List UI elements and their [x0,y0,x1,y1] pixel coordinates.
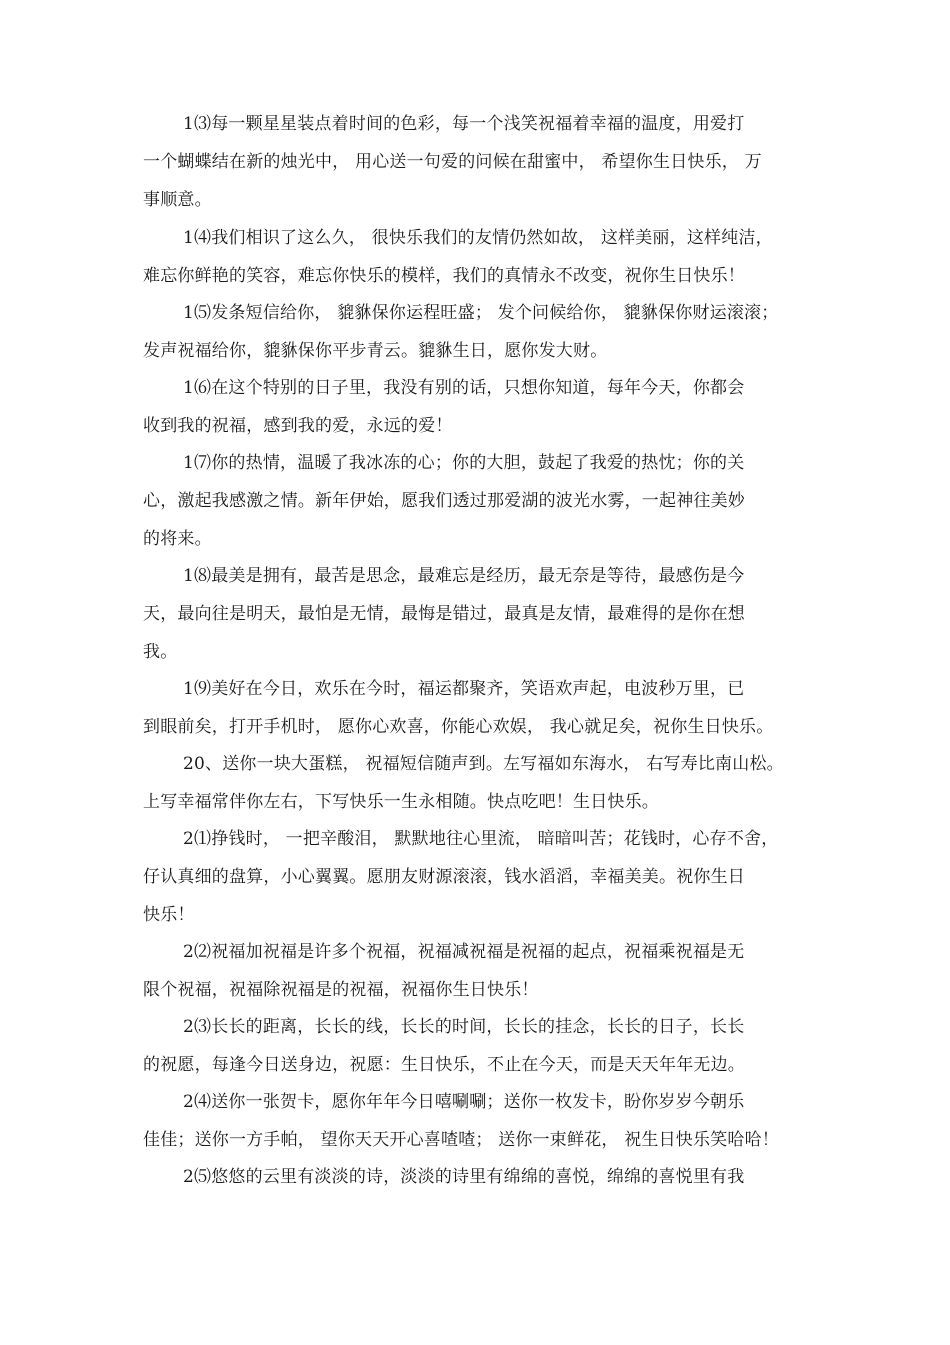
text-line: 仔认真细的盘算，小心翼翼。愿朋友财源滚滚，钱水滔滔，幸福美美。祝你生日 [143,867,745,887]
text-line: 1⑺你的热情，温暖了我冰冻的心；你的大胆，鼓起了我爱的热忱；你的关 [183,453,745,473]
text-line: 我。 [143,642,178,662]
text-line: 2⑵祝福加祝福是许多个祝福，祝福减祝福是祝福的起点，祝福乘祝福是无 [183,942,745,962]
text-line: 事顺意。 [143,190,212,210]
text-line: 1⑶每一颗星星装点着时间的色彩，每一个浅笑祝福着幸福的温度，用爱打 [183,114,745,134]
text-line: 上写幸福常伴你左右，下写快乐一生永相随。快点吃吧！生日快乐。 [143,792,659,812]
text-line: 2⑶长长的距离，长长的线，长长的时间，长长的挂念，长长的日子，长长 [183,1017,745,1037]
text-line: 1⑸发条短信给你， 貔貅保你运程旺盛； 发个问候给你， 貔貅保你财运滚滚； [183,303,779,323]
text-line: 心，激起我感激之情。新年伊始，愿我们透过那爱湖的波光水雾，一起神往美妙 [143,491,745,511]
text-line: 发声祝福给你，貔貅保你平步青云。貔貅生日，愿你发大财。 [143,341,608,361]
text-line: 的祝愿，每逢今日送身边，祝愿：生日快乐，不止在今天，而是天天年年无边。 [143,1055,745,1075]
text-line: 限个祝福，祝福除祝福是的祝福，祝福你生日快乐！ [143,980,539,1000]
text-line: 天，最向往是明天，最怕是无情，最悔是错过，最真是友情，最难得的是你在想 [143,604,745,624]
text-line: 难忘你鲜艳的笑容，难忘你快乐的模样，我们的真情永不改变，祝你生日快乐！ [143,266,745,286]
text-line: 2⑴挣钱时， 一把辛酸泪， 默默地往心里流， 暗暗叫苦；花钱时，心存不舍， [183,829,779,849]
text-line: 1⑹在这个特别的日子里，我没有别的话，只想你知道，每年今天，你都会 [183,378,745,398]
text-line: 1⑼美好在今日，欢乐在今时，福运都聚齐，笑语欢声起，电波秒万里，已 [183,679,745,699]
text-line: 20、送你一块大蛋糕， 祝福短信随声到。左写福如东海水， 右写寿比南山松。 [183,754,784,774]
text-line: 1⑷我们相识了这么久， 很快乐我们的友情仍然如故， 这样美丽，这样纯洁， [183,228,773,248]
text-line: 2⑸悠悠的云里有淡淡的诗，淡淡的诗里有绵绵的喜悦，绵绵的喜悦里有我 [183,1167,745,1187]
text-line: 收到我的祝福，感到我的爱，永远的爱！ [143,416,453,436]
text-line: 1⑻最美是拥有，最苦是思念，最难忘是经历，最无奈是等待，最感伤是今 [183,566,745,586]
text-line: 佳佳；送你一方手帕， 望你天天开心喜喳喳； 送你一束鲜花， 祝生日快乐笑哈哈！ [143,1130,780,1150]
text-line: 快乐！ [143,905,195,925]
text-line: 2⑷送你一张贺卡，愿你年年今日嘻唰唰；送你一枚发卡，盼你岁岁今朝乐 [183,1092,745,1112]
text-line: 的将来。 [143,529,212,549]
text-line: 一个蝴蝶结在新的烛光中， 用心送一句爱的问候在甜蜜中， 希望你生日快乐， 万 [143,152,762,172]
text-line: 到眼前矣，打开手机时， 愿你心欢喜，你能心欢娱， 我心就足矣，祝你生日快乐。 [143,717,774,737]
